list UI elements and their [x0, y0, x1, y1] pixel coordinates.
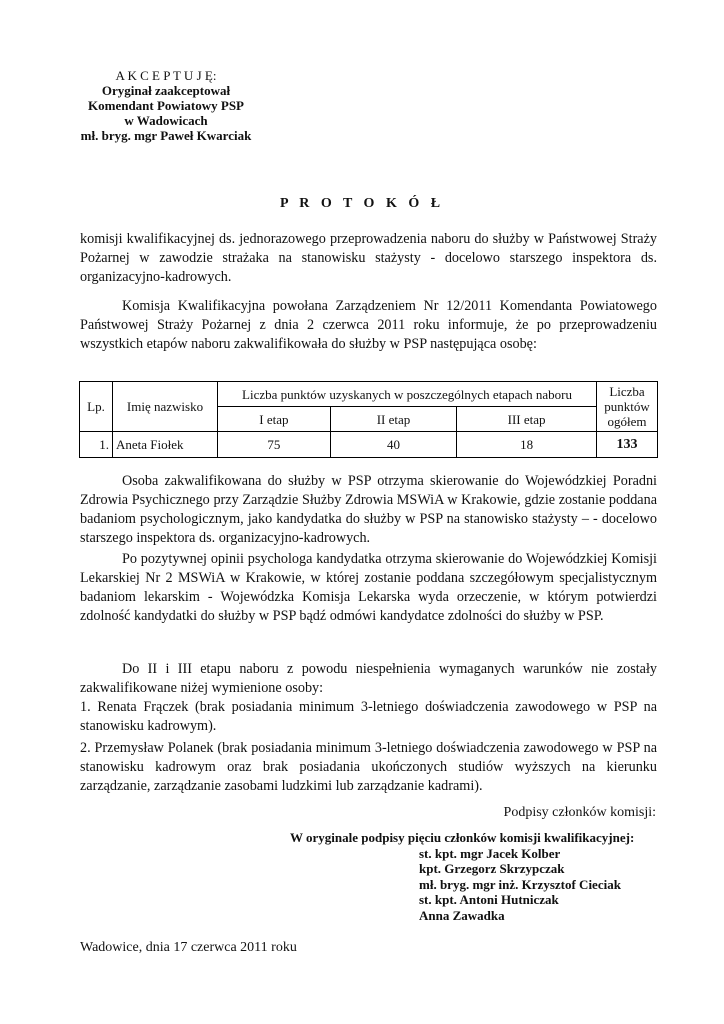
approval-block — [68, 68, 264, 143]
medical-paragraph: Po pozytywnej opinii psychologa kandydatka otrzyma skierowanie do Wojewódzkiej Komisji Lekarskiej Nr 2 MSWiA w Krakowie, w której zostanie poddana szczegółowym specjalistycznym badaniom lekarskim - Wojewódzka Komisja Lekarska wyda orzeczenie, w którym potwierdzi zdolność kandydatki do służby w PSP bądź odmówi kandydatce zdolności do służby w PSP. — [80, 551, 657, 624]
signature-member: mł. bryg. mgr inż. Krzysztof Cieciak — [419, 876, 621, 892]
header-stage-2: II etap — [330, 407, 456, 432]
signature-list — [290, 846, 670, 924]
place-date: Wadowice, dnia 17 czerwca 2011 roku — [80, 940, 297, 955]
results-table — [79, 381, 658, 458]
approval-signatory: mł. bryg. mgr Paweł Kwarciak — [80, 128, 252, 143]
header-stage-3: III etap — [457, 407, 597, 432]
row-stage-1: 75 — [218, 432, 331, 458]
document-title: P R O T O K Ó Ł — [279, 196, 445, 211]
approval-position: Komendant Powiatowy PSP — [88, 98, 244, 113]
committee-paragraph: Komisja Kwalifikacyjna powołana Zarządzeniem Nr 12/2011 Komendanta Powiatowego Państwowej Straży Pożarnej z dnia 2 czerwca 2011 roku informuje, że po przeprowadzeniu wszystkich etapów naboru zakwalifikowała do służby w PSP następująca osobę: — [80, 298, 657, 352]
rejection-paragraph: Do II i III etapu naboru z powodu niespełnienia wymaganych warunków nie zostały zakwalifikowane niżej wymienione osoby: — [80, 661, 657, 696]
signature-member: st. kpt. Antoni Hutniczak — [419, 892, 559, 907]
rejected-item-1: 1. Renata Frączek (brak posiadania minimum 3-letniego doświadczenia zawodowego w PSP na stanowisku kadrowym). — [80, 699, 657, 734]
table-header-row — [80, 382, 658, 407]
row-name: Aneta Fiołek — [113, 432, 218, 458]
approval-location: w Wadowicach — [124, 113, 208, 128]
signatures-label: Podpisy członków komisji: — [503, 805, 656, 820]
signatures-note: W oryginale podpisy pięciu członków komisji kwalifikacyjnej: — [290, 830, 635, 845]
signature-member: st. kpt. mgr Jacek Kolber — [419, 845, 561, 861]
header-name: Imię nazwisko — [113, 382, 218, 432]
psychology-paragraph: Osoba zakwalifikowana do służby w PSP otrzyma skierowanie do Wojewódzkiej Poradni Zdrowia Psychicznego przy Zarządzie Służby Zdrowia MSWiA w Krakowie, gdzie zostanie poddana badaniom psychologicznym, jako kandydatka do służby w PSP na stanowisko stażysty – - docelowo starszego inspektora ds. organizacyjno-kadrowych. — [80, 473, 657, 546]
header-points: Liczba punktów uzyskanych w poszczególnych etapach naboru — [218, 382, 597, 407]
intro-paragraph: komisji kwalifikacyjnej ds. jednorazowego przeprowadzenia naboru do służby w Państwowej Straży Pożarnej w zawodzie strażaka na stanowisku stażysty - docelowo starszego inspektora ds. organizacyjno-kadrowych. — [80, 231, 657, 285]
header-stage-1: I etap — [218, 407, 331, 432]
row-total: 133 — [597, 432, 658, 458]
row-stage-2: 40 — [330, 432, 456, 458]
header-lp: Lp. — [80, 382, 113, 432]
rejected-item-2: 2. Przemysław Polanek (brak posiadania minimum 3-letniego doświadczenia zawodowego w PSP na stanowisku kadrowym oraz brak posiadania ukończonych studiów wyższych na kierunku zarządzanie, zarządzanie zasobami ludzkimi lub zarządzanie kadrami). — [80, 740, 657, 794]
signature-member: Anna Zawadka — [419, 907, 505, 923]
signatures-block — [290, 830, 670, 923]
signature-member: kpt. Grzegorz Skrzypczak — [419, 861, 565, 876]
table-row — [80, 432, 658, 458]
row-stage-3: 18 — [457, 432, 597, 458]
header-total: Liczba punktów ogółem — [597, 382, 658, 432]
approval-heading: A K C E P T U J Ę: — [115, 68, 217, 83]
approval-note: Oryginał zaakceptował — [101, 83, 231, 98]
row-lp: 1. — [80, 432, 113, 458]
